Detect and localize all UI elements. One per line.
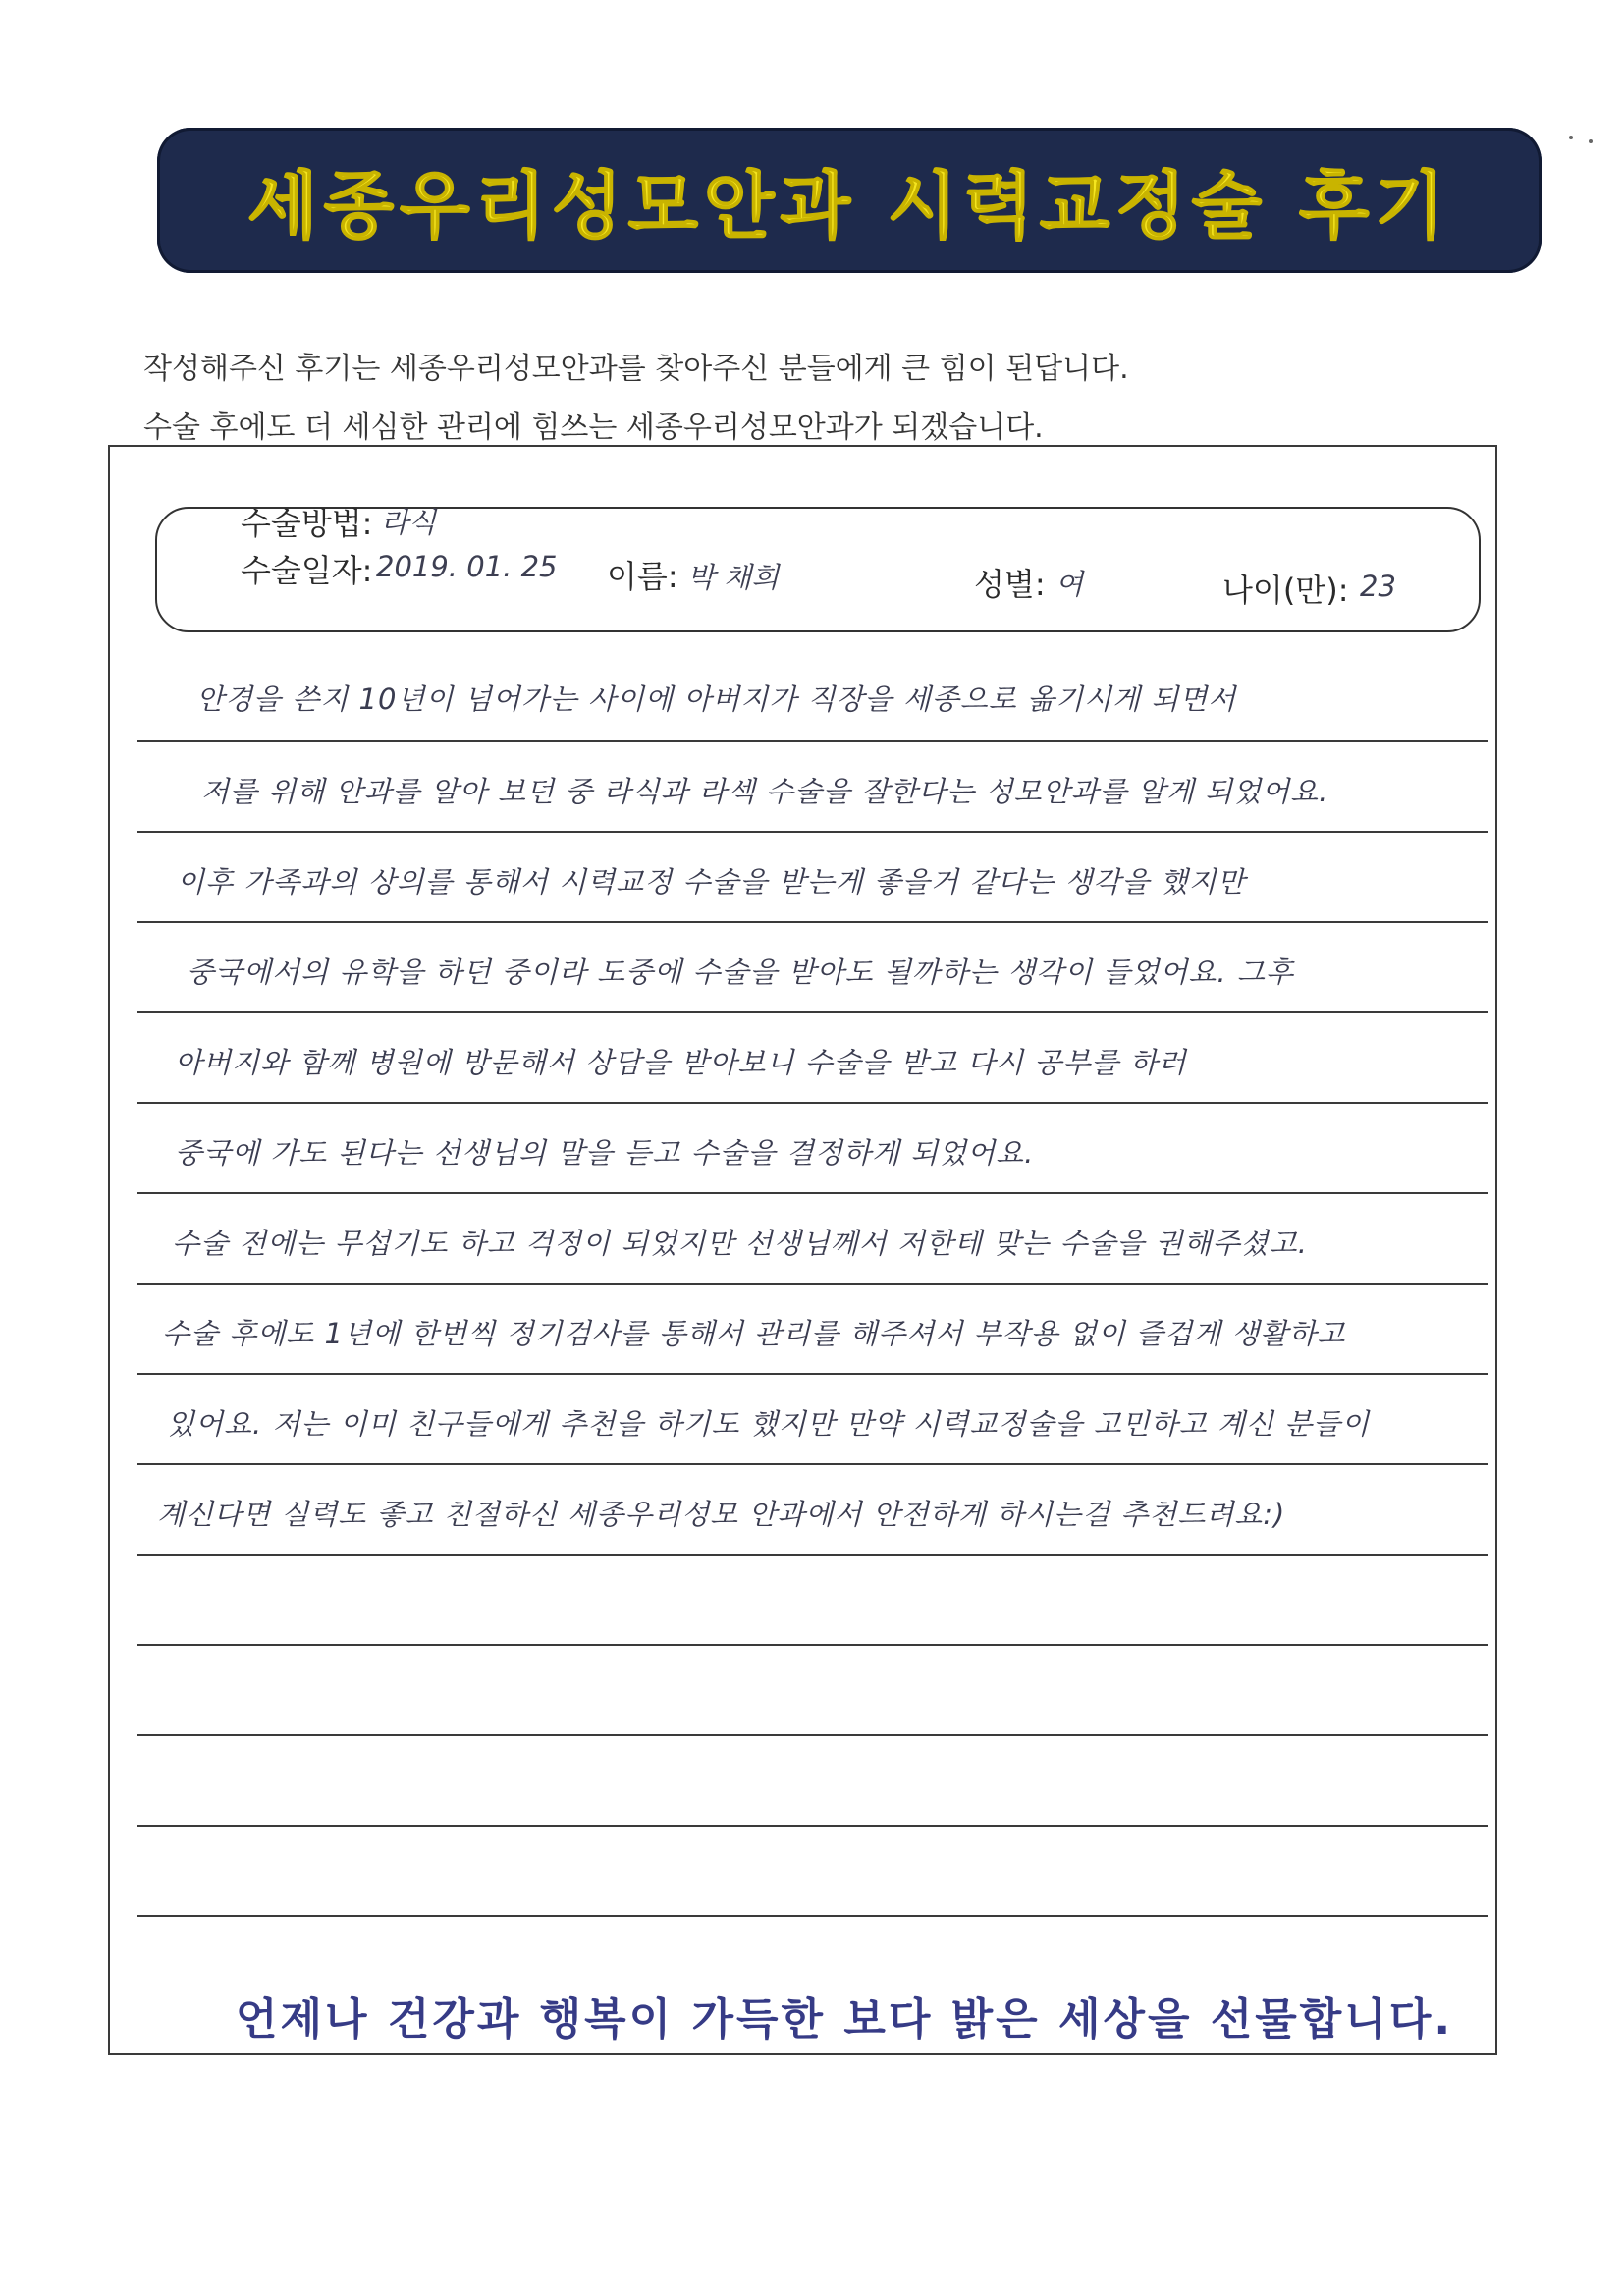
ruled-line [137, 1644, 1488, 1646]
review-line: 저를 위해 안과를 알아 보던 중 라식과 라섹 수술을 잘한다는 성모안과를 알게 되었어요. [201, 775, 1329, 808]
ruled-line [137, 1192, 1488, 1194]
date-value: 2019. 01. 25 [376, 550, 558, 583]
gender-label: 성별: [974, 566, 1046, 603]
ruled-line [137, 1011, 1488, 1013]
review-line: 있어요. 저는 이미 친구들에게 추천을 하기도 했지만 만약 시력교정술을 고민하고 계신 분들이 [167, 1407, 1371, 1441]
review-line: 계신다면 실력도 좋고 친절하신 세종우리성모 안과에서 안전하게 하시는걸 추천드려요:) [157, 1498, 1286, 1531]
name-label: 이름: [607, 558, 678, 595]
ruled-line [137, 921, 1488, 923]
ruled-line [137, 1554, 1488, 1556]
method-label: 수술방법: [241, 505, 373, 542]
ruled-line [137, 1283, 1488, 1285]
ruled-line [137, 740, 1488, 742]
review-line: 중국에 가도 된다는 선생님의 말을 듣고 수술을 결정하게 되었어요. [175, 1136, 1035, 1170]
scan-speck [1589, 139, 1593, 143]
page-title: 세종우리성모안과 시력교정술 후기 [247, 164, 1451, 248]
ruled-line [137, 1102, 1488, 1104]
gender-value: 여 [1055, 568, 1084, 601]
scan-speck [1569, 136, 1573, 139]
ruled-line [137, 1915, 1488, 1917]
name-value: 박 채희 [687, 561, 780, 594]
date-label: 수술일자: [241, 552, 373, 589]
intro-line-1: 작성해주신 후기는 세종우리성모안과를 찾아주신 분들에게 큰 힘이 된답니다. [143, 352, 1129, 386]
footer-slogan: 언제나 건강과 행복이 가득한 보다 밝은 세상을 선물합니다. [236, 1995, 1454, 2045]
review-line: 수술 전에는 무섭기도 하고 걱정이 되었지만 선생님께서 저한테 맞는 수술을 권해주셨고. [172, 1227, 1308, 1260]
review-line: 이후 가족과의 상의를 통해서 시력교정 수술을 받는게 좋을거 같다는 생각을 했지만 [177, 865, 1246, 899]
ruled-line [137, 1825, 1488, 1827]
ruled-line [137, 1373, 1488, 1375]
review-line: 수술 후에도 1년에 한번씩 정기검사를 통해서 관리를 해주셔서 부작용 없이 즐겁게 생활하고 [162, 1317, 1346, 1350]
ruled-line [137, 831, 1488, 833]
ruled-line [137, 1734, 1488, 1736]
review-line: 안경을 쓴지 10년이 넘어가는 사이에 아버지가 직장을 세종으로 옮기시게 되면서 [196, 683, 1237, 716]
intro-line-2: 수술 후에도 더 세심한 관리에 힘쓰는 세종우리성모안과가 되겠습니다. [143, 410, 1044, 445]
age-label: 나이(만): [1222, 572, 1349, 609]
ruled-line [137, 1463, 1488, 1465]
method-value: 라식 [381, 506, 437, 539]
title-banner [157, 128, 1542, 273]
review-line: 아버지와 함께 병원에 방문해서 상담을 받아보니 수술을 받고 다시 공부를 하러 [175, 1046, 1187, 1079]
age-value: 23 [1360, 570, 1396, 603]
review-line: 중국에서의 유학을 하던 중이라 도중에 수술을 받아도 될까하는 생각이 들었어요. 그후 [187, 956, 1294, 989]
